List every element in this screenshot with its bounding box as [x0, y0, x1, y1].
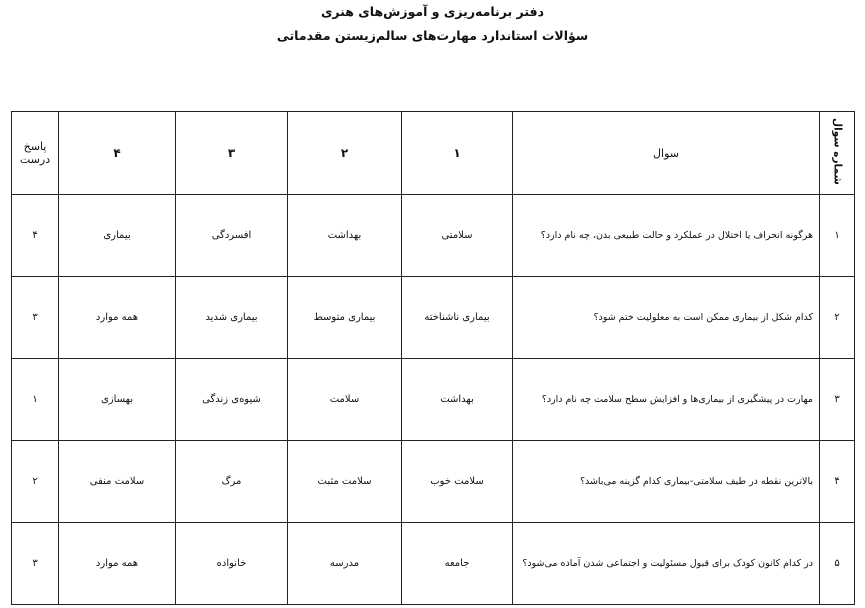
column-header-number	[820, 112, 855, 195]
option-3: شیوه‌ی زندگی	[176, 359, 288, 441]
option-2: مدرسه	[288, 523, 402, 605]
table-row	[12, 359, 855, 441]
correct-answer: ۱	[12, 359, 59, 441]
correct-answer: ۳	[12, 277, 59, 359]
option-2: سلامت	[288, 359, 402, 441]
column-header-option-2: ۲	[288, 112, 402, 195]
correct-answer: ۲	[12, 441, 59, 523]
correct-answer: ۴	[12, 195, 59, 277]
question-text: مهارت در پیشگیری از بیماری‌ها و افزایش سطح سلامت چه نام دارد؟	[513, 359, 820, 441]
option-2: بهداشت	[288, 195, 402, 277]
document-title: سؤالات استاندارد مهارت‌های سالم‌زیستن مقدماتی	[276, 28, 589, 43]
table-row	[12, 523, 855, 605]
table-row	[12, 277, 855, 359]
question-text: کدام شکل از بیماری ممکن است به معلولیت ختم شود؟	[513, 277, 820, 359]
question-text: بالاترین نقطه در طیف سلامتی-بیماری کدام گزینه می‌باشد؟	[513, 441, 820, 523]
table-row	[12, 441, 855, 523]
column-header-answer: پاسخ درست	[12, 112, 59, 195]
option-4: سلامت منفی	[59, 441, 176, 523]
table-row	[12, 195, 855, 277]
option-1: بهداشت	[402, 359, 513, 441]
option-1: بیماری ناشناخته	[402, 277, 513, 359]
questions-table	[11, 111, 855, 605]
option-4: بهسازی	[59, 359, 176, 441]
question-number: ۴	[820, 441, 855, 523]
option-2: بیماری متوسط	[288, 277, 402, 359]
option-3: خانواده	[176, 523, 288, 605]
column-header-option-3: ۳	[176, 112, 288, 195]
option-3: بیماری شدید	[176, 277, 288, 359]
option-4: همه موارد	[59, 523, 176, 605]
option-1: جامعه	[402, 523, 513, 605]
question-number: ۵	[820, 523, 855, 605]
option-2: سلامت مثبت	[288, 441, 402, 523]
option-1: سلامتی	[402, 195, 513, 277]
option-4: همه موارد	[59, 277, 176, 359]
option-3: مرگ	[176, 441, 288, 523]
table-header-row	[12, 112, 855, 195]
column-header-number-label: شماره سوال	[831, 118, 844, 185]
question-number: ۱	[820, 195, 855, 277]
column-header-option-4: ۴	[59, 112, 176, 195]
department-title: دفتر برنامه‌ریزی و آموزش‌های هنری	[320, 4, 545, 19]
question-text: هرگونه انحراف یا اختلال در عملکرد و حالت طبیعی بدن، چه نام دارد؟	[513, 195, 820, 277]
option-3: افسردگی	[176, 195, 288, 277]
question-number: ۲	[820, 277, 855, 359]
option-1: سلامت خوب	[402, 441, 513, 523]
column-header-option-1: ۱	[402, 112, 513, 195]
correct-answer: ۳	[12, 523, 59, 605]
question-number: ۳	[820, 359, 855, 441]
question-text: در کدام کانون کودک برای قبول مسئولیت و اجتماعی شدن آماده می‌شود؟	[513, 523, 820, 605]
option-4: بیماری	[59, 195, 176, 277]
column-header-question: سوال	[513, 112, 820, 195]
